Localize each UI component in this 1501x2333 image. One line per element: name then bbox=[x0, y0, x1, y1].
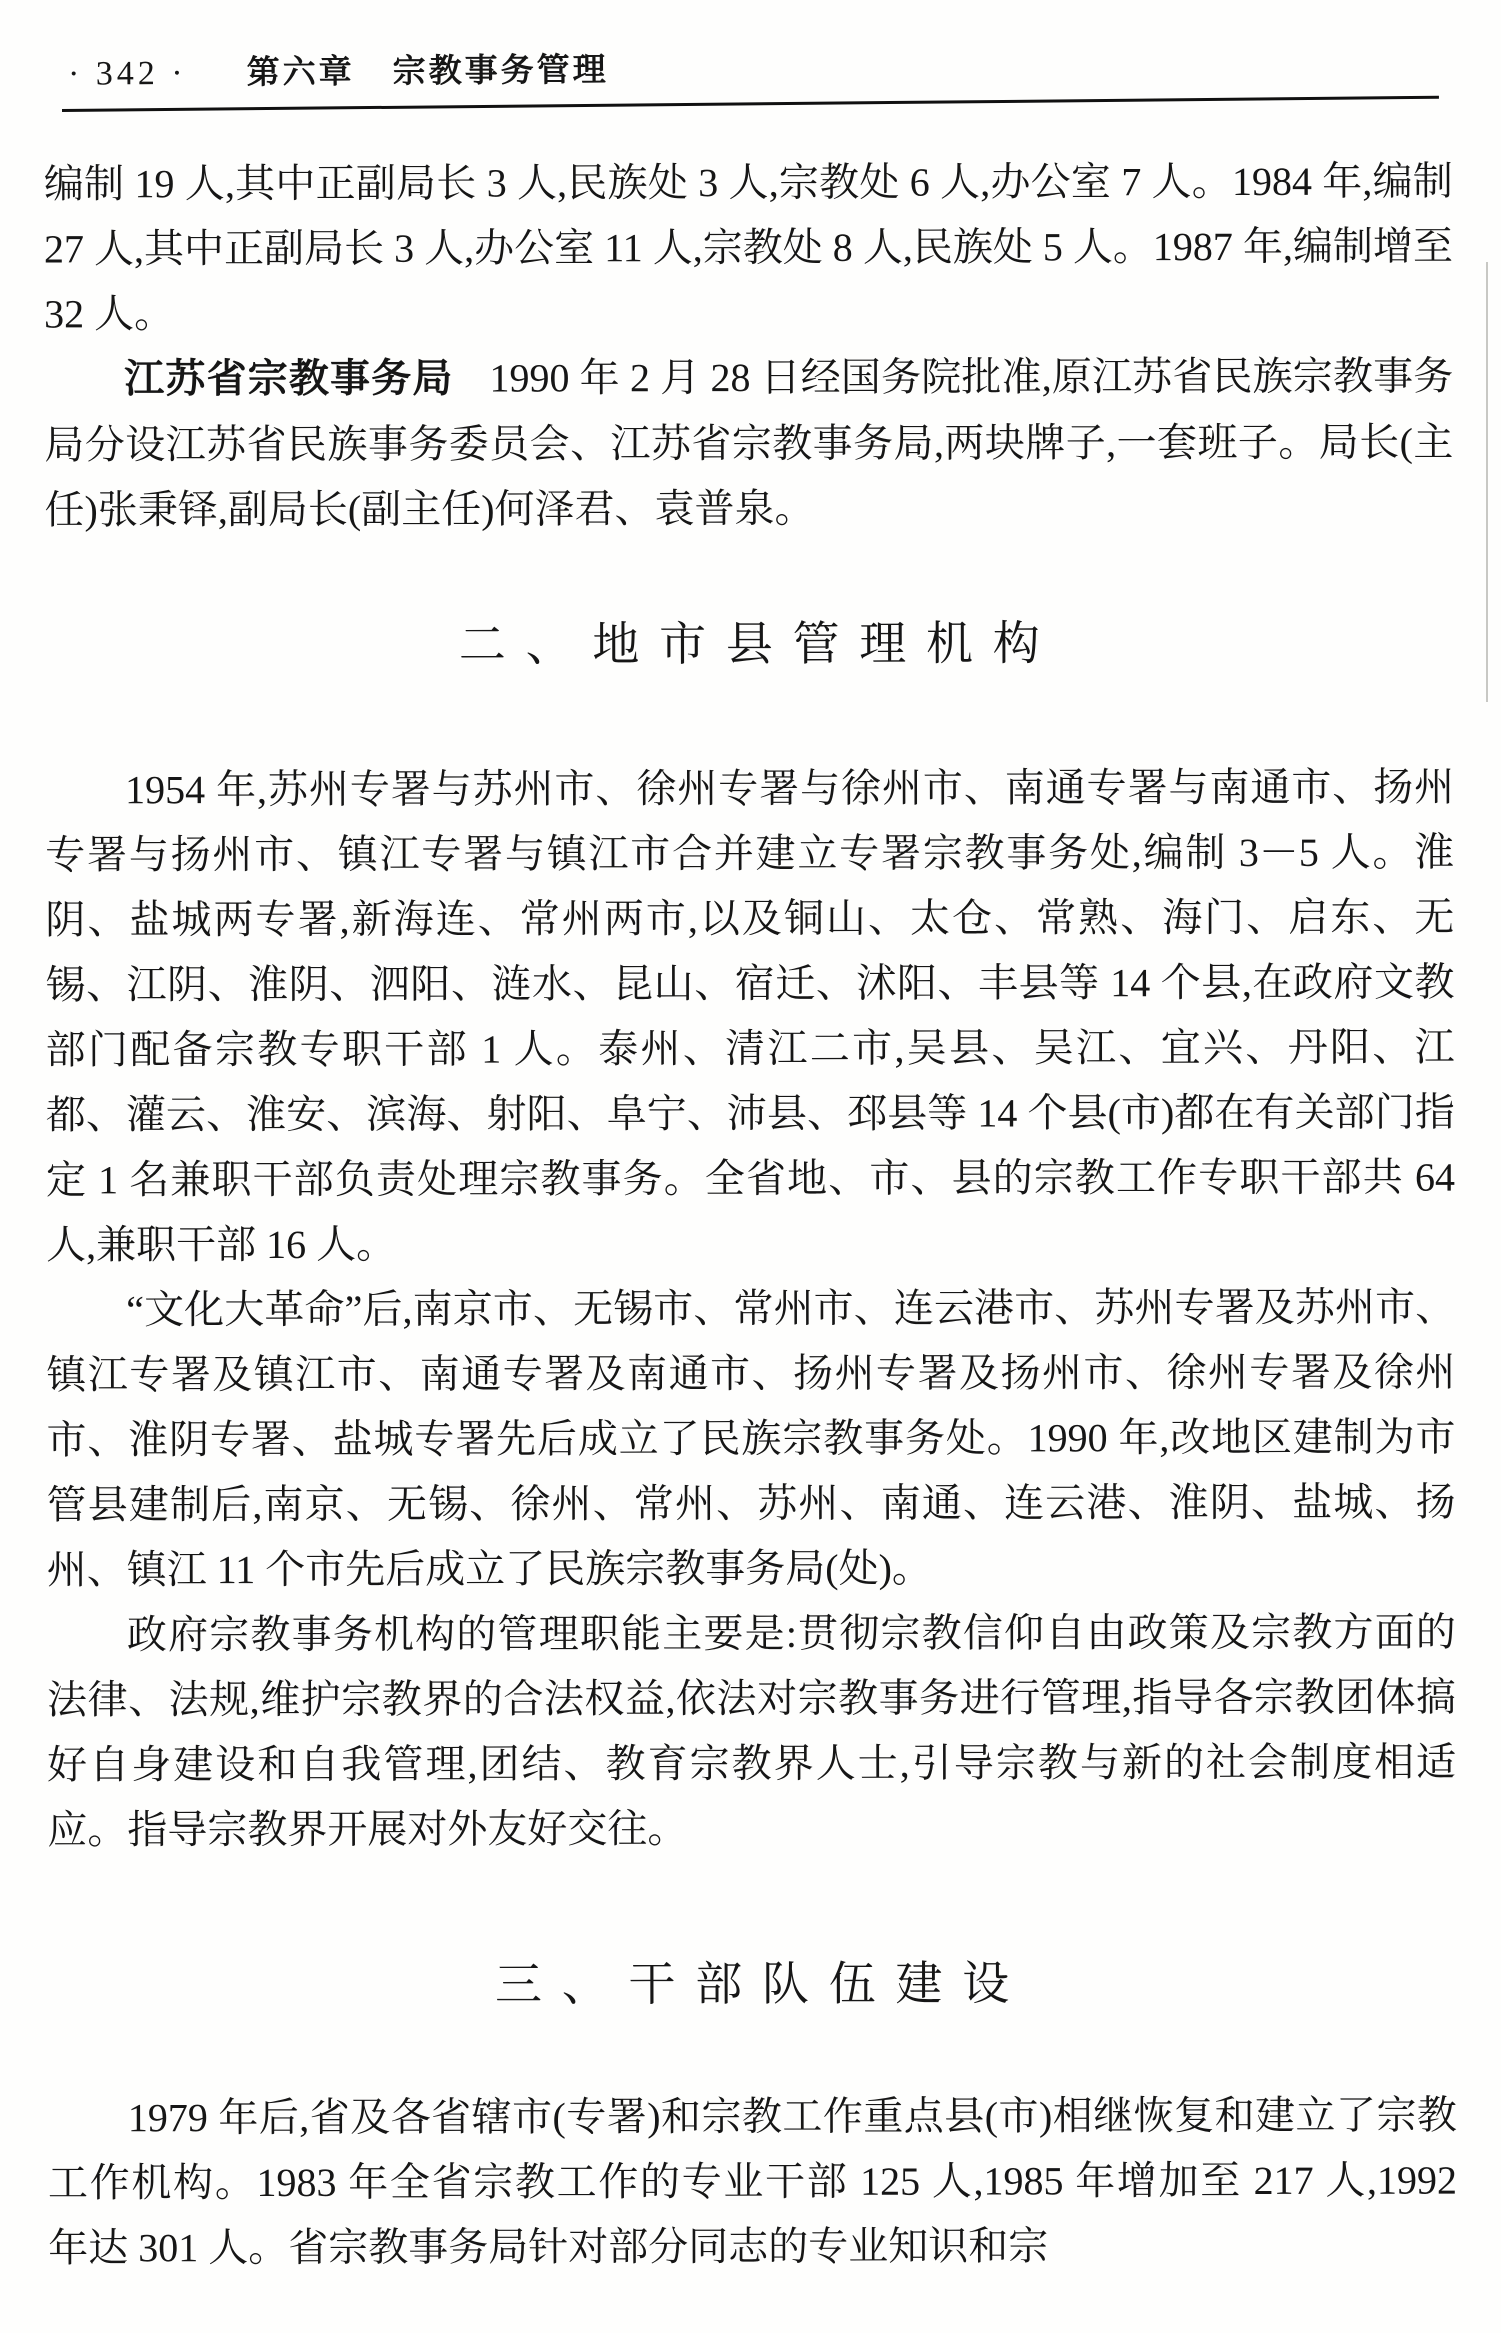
page-body bbox=[38, 149, 1463, 2281]
paragraph-1979: 1979 年后,省及各省辖市(专署)和宗教工作重点县(市)相继恢复和建立了宗教工作机构。1983 年全省宗教工作的专业干部 125 人,1985 年增加至 217 人,1992 年达 301 人。省宗教事务局针对部分同志的专业知识和宗 bbox=[47, 2092, 1458, 2271]
page-header bbox=[40, 37, 1461, 95]
paragraph-staffing: 编制 19 人,其中正副局长 3 人,民族处 3 人,宗教处 6 人,办公室 7 人。1984 年,编制 27 人,其中正副局长 3 人,办公室 11 人,宗教处 8 人,民族处 5 人。1987 年,编制增至 32 人。 bbox=[43, 158, 1454, 337]
page-number: · 342 · bbox=[67, 54, 187, 93]
paragraph-functions: 政府宗教事务机构的管理职能主要是:贯彻宗教信仰自由政策及宗教方面的法律、法规,维护宗教界的合法权益,依法对宗教事务进行管理,指导各宗教团体搞好自身建设和自我管理,团结、教育宗教界人士,引导宗教与新的社会制度相适应。指导宗教界开展对外友好交往。 bbox=[46, 1609, 1457, 1853]
entry-term: 江苏省宗教事务局 bbox=[124, 356, 454, 402]
chapter-label: 第六章 bbox=[246, 52, 355, 91]
chapter-title: 宗教事务管理 bbox=[392, 50, 609, 90]
scan-artifact-line bbox=[1486, 262, 1488, 702]
paragraph-1954: 1954 年,苏州专署与苏州市、徐州专署与徐州市、南通专署与南通市、扬州专署与扬州市、镇江专署与镇江市合并建立专署宗教事务处,编制 3－5 人。淮阴、盐城两专署,新海连、常州两市,以及铜山、太仓、常熟、海门、启东、无锡、江阴、淮阴、泗阳、涟水、昆山、宿迁、沭阳、丰县等 14 个县,在政府文教部门配备宗教专职干部 1 人。泰州、清江二市,吴县、吴江、宜兴、丹阳、江都、灌云、淮安、滨海、射阳、阜宁、沛县、邳县等 14 个县(市)都在有关部门指定 1 名兼职干部负责处理宗教事务。全省地、市、县的宗教工作专职干部共 64 人,兼职干部 16 人。 bbox=[45, 764, 1455, 1268]
paragraph-bureau bbox=[44, 344, 1453, 543]
section-heading-2: 二、地市县管理机构 bbox=[458, 618, 1060, 672]
entry-text: 1990 年 2 月 28 日经国务院批准,原江苏省民族宗教事务局分设江苏省民族事务委员会、江苏省宗教事务局,两块牌子,一套班子。局长(主任)张秉铎,副局长(副主任)何泽君、袁普泉。 bbox=[44, 353, 1454, 533]
header-rule bbox=[62, 96, 1439, 112]
paragraph-cultural-revolution: “文化大革命”后,南京市、无锡市、常州市、连云港市、苏州专署及苏州市、镇江专署及镇江市、南通专署及南通市、扬州专署及扬州市、徐州专署及徐州市、淮阴专署、盐城专署先后成立了民族宗教事务处。1990 年,改地区建制为市管县建制后,南京、无锡、徐州、常州、苏州、南通、连云港、淮阴、盐城、扬州、镇江 11 个市先后成立了民族宗教事务局(处)。 bbox=[46, 1284, 1456, 1593]
section-heading-3: 三、干部队伍建设 bbox=[494, 1958, 1029, 2012]
